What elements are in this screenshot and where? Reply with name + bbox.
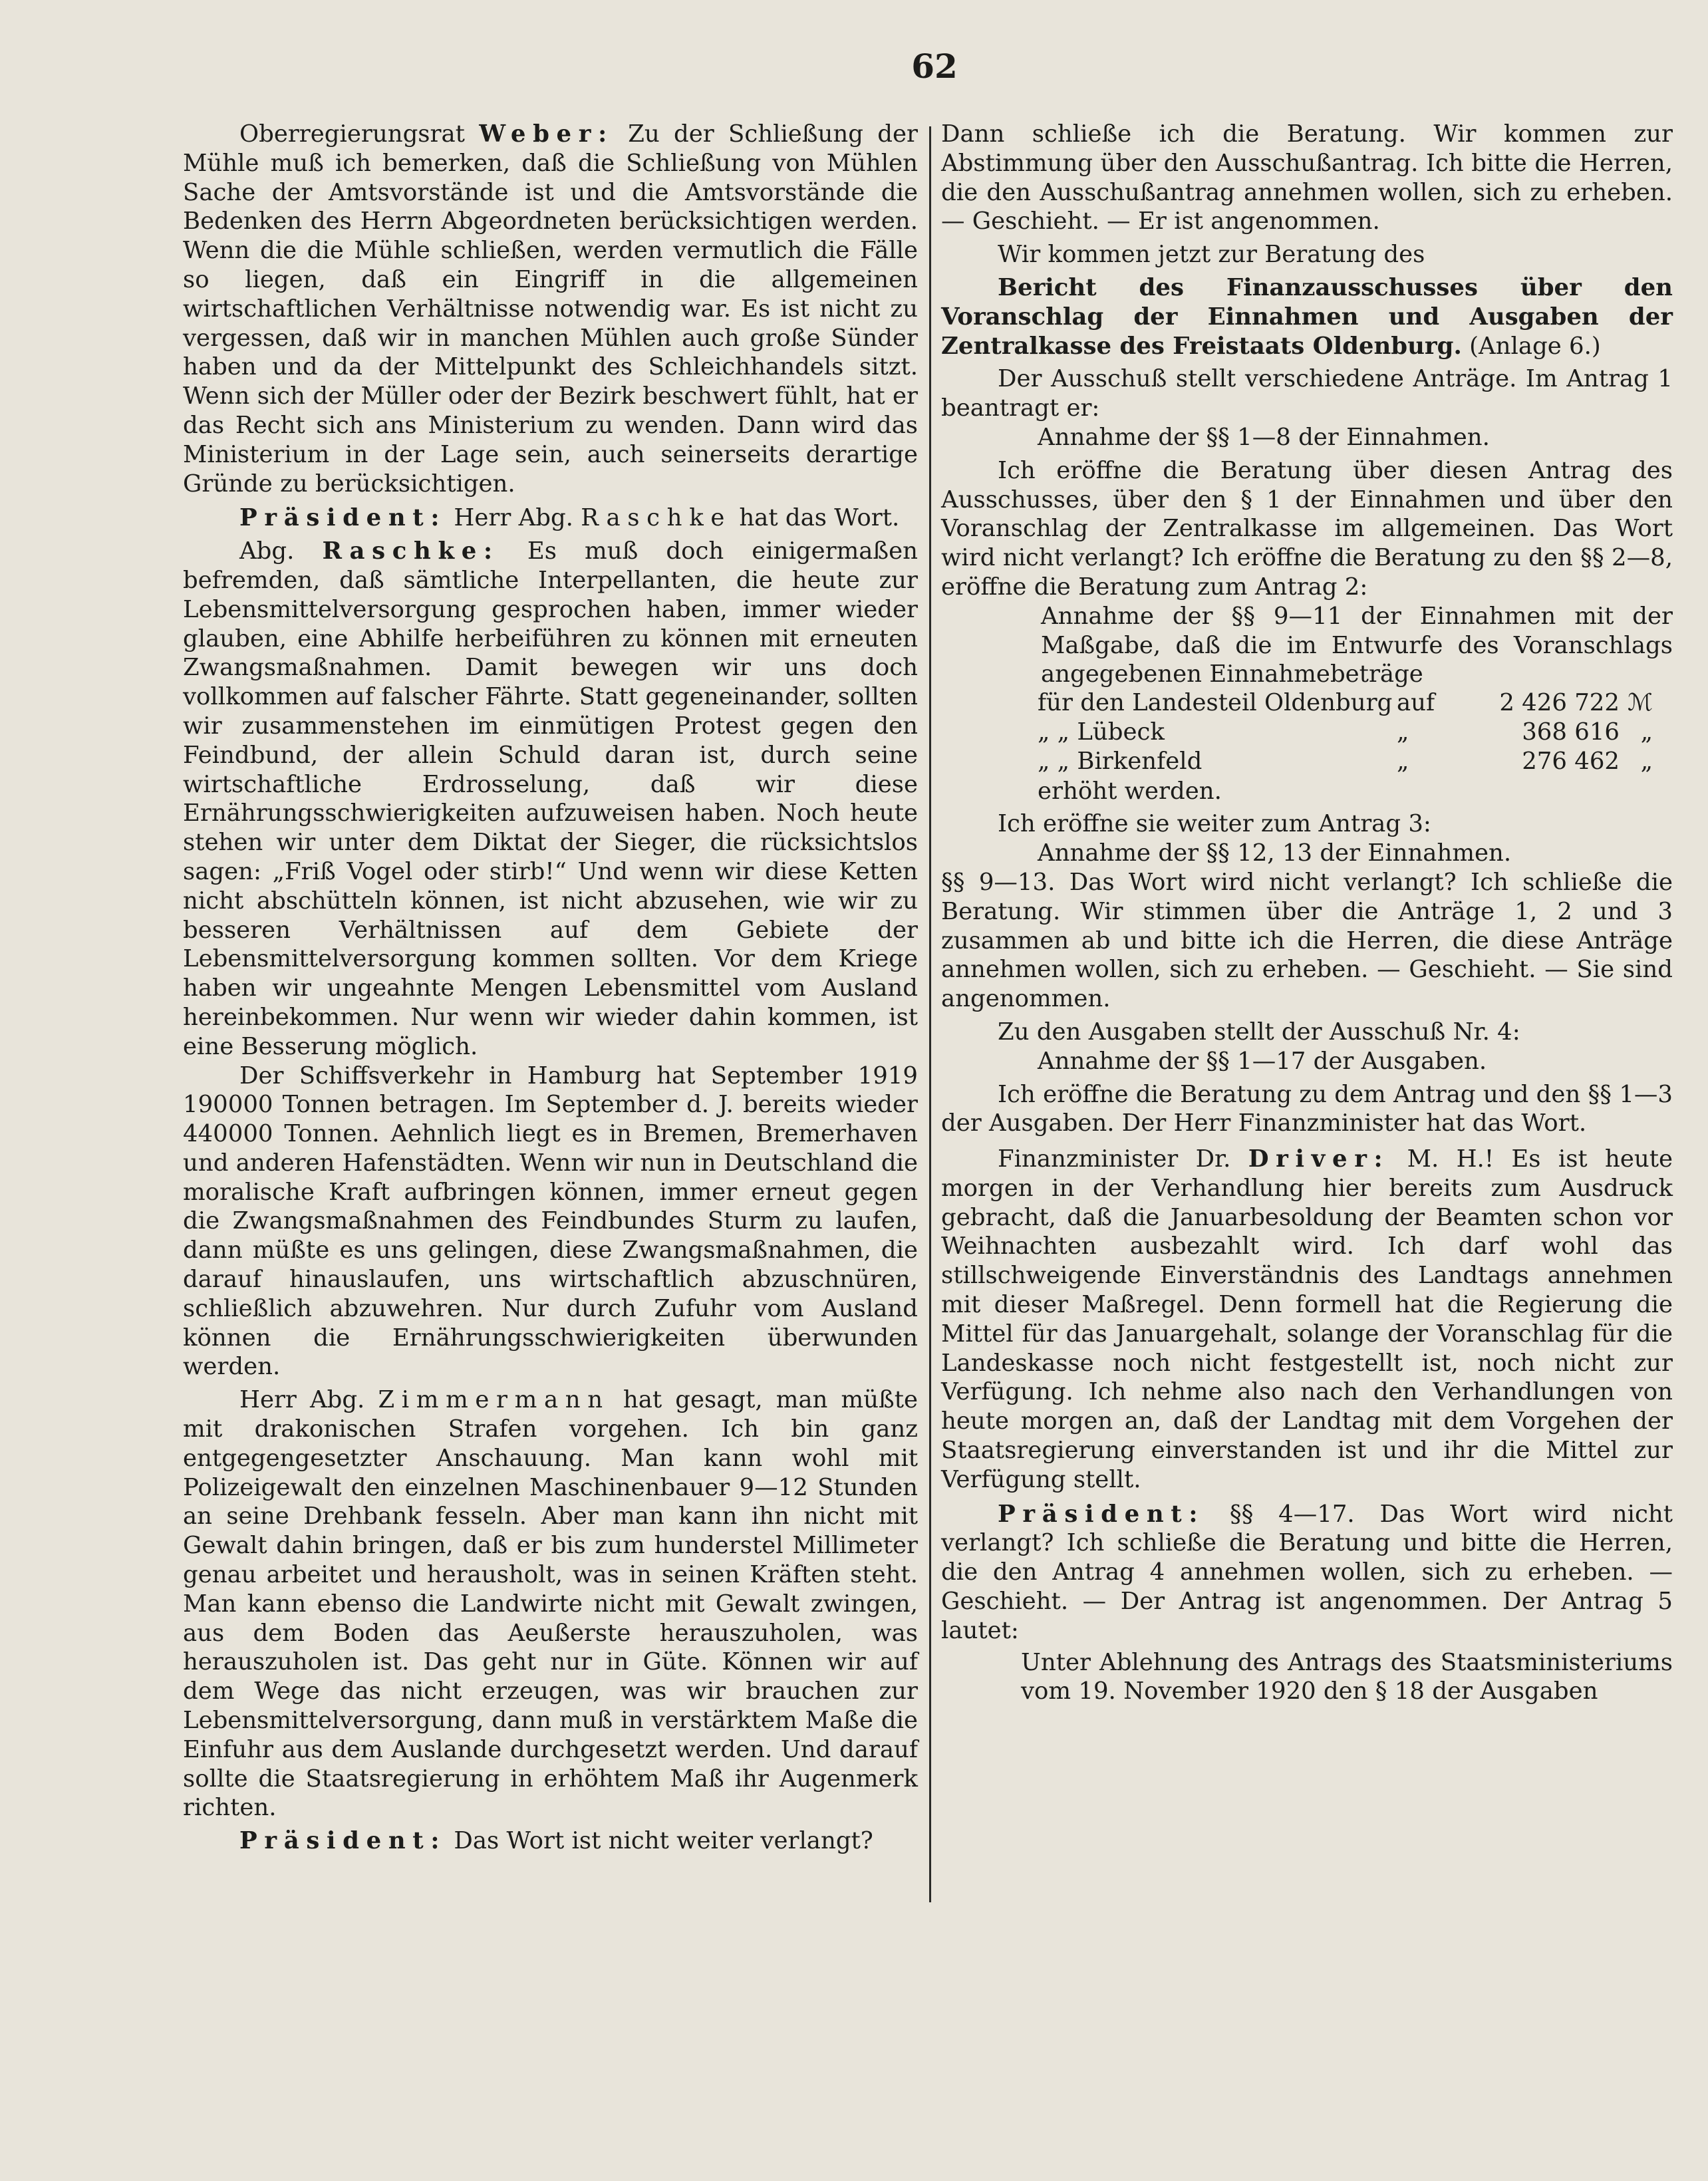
- president-paragraph: [183, 504, 918, 533]
- right-column: [941, 120, 1673, 1706]
- amount-prep: „: [1397, 718, 1409, 746]
- speaker-name: Raschke:: [322, 537, 499, 565]
- speech-text: Zu der Schließung der Mühle muß ich bemerken, daß die Schließung von Mühlen Sache der Amtsvorstände ist und die Amtsvorstände die Bedenken des Herrn Abgeordneten berücksichtigen werden. Wenn die die Mühle schließen, werden vermutlich die Fälle so liegen, daß ein Eingriff in die allgemeinen wirtschaftlichen Verhältnisse notwendig war. Es ist nicht zu vergessen, daß wir in manchen Mühlen auch große Sünder haben und da der Mittelpunkt des Schleichhandels sitzt. Wenn sich der Müller oder der Bezirk beschwert fühlt, hat er das Recht sich ans Ministerium zu wenden. Dann wird das Ministerium in der Lage sein, auch seinerseits derartige Gründe zu berücksichtigen.: [183, 120, 918, 498]
- amount-unit: „: [1640, 747, 1653, 775]
- amount-unit: „: [1640, 718, 1653, 746]
- president-paragraph-3: [941, 1500, 1673, 1646]
- amount-row: [1038, 718, 1653, 748]
- motion-2: Annahme der §§ 9—11 der Einnahmen mit der Maßgabe, daß die im Entwurfe des Voranschlags angegebenen Einnahmebeträge: [1041, 602, 1673, 688]
- speaker-title: Oberregierungsrat: [239, 120, 465, 148]
- member-name: Zimmermann: [378, 1386, 610, 1414]
- opening-paragraph-1: Ich eröffne die Beratung über diesen Antrag des Ausschusses, über den § 1 der Einnahmen und über den Voranschlag der Zentralkasse im allgemeinen. Das Wort wird nicht verlangt? Ich eröffne die Beratung zu den §§ 2—8, eröffne die Beratung zum Antrag 2:: [941, 456, 1673, 601]
- president-paragraph-2: [183, 1826, 918, 1856]
- report-heading: Bericht des Finanzausschusses über den Voranschlag der Einnahmen und Ausgaben der Zentralkasse des Freistaats Oldenburg.: [941, 273, 1673, 360]
- amount-prep: „: [1397, 747, 1409, 775]
- speaker-name: Präsident:: [998, 1500, 1205, 1528]
- motion-4: Annahme der §§ 1—17 der Ausgaben.: [1038, 1047, 1487, 1075]
- amount-unit: ℳ: [1628, 689, 1653, 717]
- driver-paragraph: [941, 1145, 1673, 1495]
- motions-intro: Der Ausschuß stellt verschiedene Anträge. Im Antrag 1 beantragt er:: [941, 365, 1673, 422]
- amount-label: „ „ Lübeck: [1038, 718, 1165, 746]
- speech-text: hat gesagt, man müßte mit drakonischen Strafen vorgehen. Ich bin ganz entgegengesetzter Anschauung. Man kann wohl mit Polizeigewalt den einzelnen Maschinenbauer 9—12 Stunden an seine Drehbank fesseln. Aber man kann ihn nicht mit Gewalt dahin bringen, daß er bis zum hunderstel Millimeter genau arbeitet und herausholt, was in seinen Kräften steht. Man kann ebenso die Landwirte nicht mit Gewalt zwingen, aus dem Boden das Aeußerste herauszuholen, was herauszuholen ist. Das geht nur in Güte. Können wir auf dem Wege das nicht erzeugen, was wir brauchen zur Lebensmittelversorgung, dann muß in verstärktem Maße die Einfuhr aus dem Auslande durchgesetzt werden. Und darauf sollte die Staatsregierung in erhöhtem Maß ihr Augenmerk richten.: [183, 1386, 918, 1822]
- speaker-title: Abg.: [239, 537, 295, 565]
- opening-paragraph-3: Ich eröffne sie weiter zum Antrag 3:: [998, 810, 1431, 838]
- amount-prep: auf: [1397, 689, 1435, 717]
- shipping-paragraph: Der Schiffsverkehr in Hamburg hat September 1919 190000 Tonnen betragen. Im September d. J. bereits wieder 440000 Tonnen. Aehnlich liegt es in Bremen, Bremerhaven und anderen Hafenstädten. Wenn wir nun in Deutschland die moralische Kraft aufbringen können, immer erneut gegen die Zwangsmaßnahmen des Feindbundes Sturm zu laufen, dann müßte es uns gelingen, diese Zwangsmaßnahmen, die darauf hinauslaufen, uns wirtschaftlich abzuschnüren, schließlich abzuwehren. Nur durch Zufuhr vom Ausland können die Ernährungsschwierigkeiten überwunden werden.: [183, 1062, 918, 1381]
- report-title: [941, 273, 1673, 361]
- column-divider: [929, 126, 931, 1902]
- speech-text: Es muß doch einigermaßen befremden, daß sämtliche Interpellanten, die heute zur Lebensmittelversorgung gesprochen haben, immer wieder glauben, eine Abhilfe herbeiführen zu können mit erneuten Zwangsmaßnahmen. Damit bewegen wir uns doch vollkommen auf falscher Fährte. Statt gegeneinander, sollten wir zusammenstehen im einmütigen Protest gegen den Feindbund, der allein Schuld daran ist, durch seine wirtschaftliche Erdrosselung, daß wir diese Ernährungsschwierigkeiten aufzuweisen haben. Noch heute stehen wir unter dem Diktat der Sieger, die rücksichtslos sagen: „Friß Vogel oder stirb!“ Und wenn wir diese Ketten nicht abschütteln können, ist nicht abzusehen, wie wir zu besseren Verhältnissen auf dem Gebiete der Lebensmittelversorgung kommen sollten. Vor dem Kriege haben wir ungeahnte Mengen Lebensmittel vom Ausland hereinbekommen. Nur wenn wir wieder dahin kommen, ist eine Besserung möglich.: [183, 537, 919, 1060]
- speech-text: Herr Abg.: [239, 1386, 365, 1414]
- speaker-name: Weber:: [479, 120, 614, 148]
- speech-text: M. H.! Es ist heute morgen in der Verhandlung hier bereits zum Ausdruck gebracht, daß die Januarbesoldung der Beamten schon vor Weihnachten ausbezahlt wird. Ich darf wohl das stillschweigende Einverständnis des Landtags annehmen mit dieser Maßregel. Denn formell hat die Regierung die Mittel für das Januargehalt, solange der Voranschlag für die Landeskasse noch nicht festgestellt ist, noch nicht zur Verfügung. Ich nehme also nach den Verhandlungen von heute morgen an, daß der Landtag mit dem Vorgehen der Staatsregierung einverstanden ist und ihr die Mittel zur Verfügung stellt.: [941, 1145, 1673, 1493]
- speaker-name: Präsident:: [239, 504, 447, 532]
- speaker-name: Driver:: [1248, 1145, 1390, 1173]
- amount-value: 368 616: [1522, 718, 1620, 746]
- amount-value: 276 462: [1522, 747, 1620, 775]
- member-name: Raschke: [581, 504, 732, 532]
- zimmermann-paragraph: [183, 1385, 918, 1822]
- continuation-paragraph: Dann schließe ich die Beratung. Wir kommen zur Abstimmung über den Ausschußantrag. Ich bitte die Herren, die den Ausschußantrag annehmen wollen, sich zu erheben. — Geschieht. — Er ist angenommen.: [941, 120, 1673, 235]
- opening-paragraph-4: Ich eröffne die Beratung zu dem Antrag und den §§ 1—3 der Ausgaben. Der Herr Finanzminister hat das Wort.: [941, 1080, 1673, 1137]
- page-number: 62: [911, 47, 958, 86]
- amount-row: [1038, 748, 1653, 777]
- vote-paragraph: §§ 9—13. Das Wort wird nicht verlangt? Ich schließe die Beratung. Wir stimmen über die Anträge 1, 2 und 3 zusammen ab und bitte ich die Herren, die diese Anträge annehmen wollen, sich zu erheben. — Geschieht. — Sie sind angenommen.: [941, 868, 1673, 1013]
- speech-text: hat das Wort.: [739, 504, 900, 532]
- motion-1: Annahme der §§ 1—8 der Einnahmen.: [1038, 423, 1490, 451]
- weber-paragraph: [183, 120, 918, 498]
- expenses-intro: Zu den Ausgaben stellt der Ausschuß Nr. 4:: [998, 1018, 1520, 1046]
- speech-text: Herr Abg.: [454, 504, 573, 532]
- motion-3: Annahme der §§ 12, 13 der Einnahmen.: [1038, 839, 1512, 867]
- amounts-table: [1038, 689, 1653, 776]
- amount-label: für den Landesteil Oldenburg: [1038, 689, 1393, 717]
- speaker-title: Finanzminister Dr.: [998, 1145, 1231, 1173]
- speech-text: §§ 4—17. Das Wort wird nicht verlangt? Ich schließe die Beratung und bitte die Herren, die den Antrag 4 annehmen wollen, sich zu erheben. — Geschieht. — Der Antrag ist angenommen. Der Antrag 5 lautet:: [941, 1500, 1673, 1644]
- amount-value: 2 426 722: [1499, 689, 1620, 717]
- left-column: [183, 120, 918, 1856]
- speech-text: Das Wort ist nicht weiter verlangt?: [454, 1827, 873, 1855]
- amount-row: [1038, 689, 1653, 718]
- speaker-name: Präsident:: [239, 1827, 447, 1855]
- motion-5: Unter Ablehnung des Antrags des Staatsministeriums vom 19. November 1920 den § 18 der Ausgaben: [1021, 1648, 1673, 1705]
- report-annex: (Anlage 6.): [1469, 332, 1601, 360]
- next-item-paragraph: Wir kommen jetzt zur Beratung des: [998, 241, 1425, 269]
- amount-label: „ „ Birkenfeld: [1038, 747, 1203, 775]
- motion-2-end: erhöht werden.: [1038, 777, 1222, 805]
- raschke-paragraph: [183, 537, 918, 1061]
